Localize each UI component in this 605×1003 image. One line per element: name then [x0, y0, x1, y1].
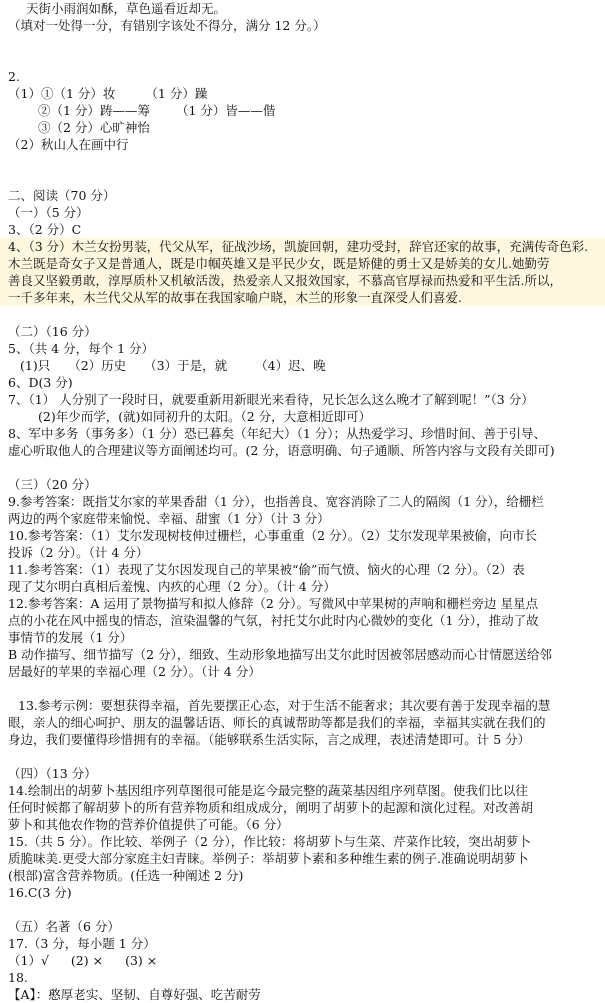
q17-answer: 17.（3 分，每小题 1 分） — [8, 936, 156, 951]
part-4-title: （四）（13 分） — [8, 766, 97, 781]
poem-line: 天街小雨润如酥，草色遥看近却无。 — [26, 1, 227, 16]
q15-answer-1: 15.（共 5 分）。作比较、举例子（2 分），作比较：将胡萝卜与生菜、芹菜作比较，突出胡萝卜 — [8, 834, 531, 849]
q5-answer: 5、（共 4 分，每个 1 分） — [8, 341, 155, 356]
q10-answer-1: 10.参考答案：（1）艾尔发现树枝伸过栅栏，心事重重（2 分）。（2）艾尔发现苹果被偷，向市长 — [8, 528, 537, 543]
part-2-title: （二）（16 分） — [8, 324, 97, 339]
q12-answer-5: 居最好的苹果的幸福心理（2 分）。（计 4 分） — [8, 664, 261, 679]
q8-answer-2: 虚心听取他人的合理建议等方面阐述均可。(2 分，语意明确、句子通顺、所答内容与文段有关即可) — [8, 443, 555, 458]
q14-answer-2: 任何时候都了解胡萝卜的所有营养物质和组成成分，阐明了胡萝卜的起源和演化过程。对改善胡 — [8, 800, 534, 815]
q6-answer: 6、D(3 分) — [8, 375, 73, 390]
q12-answer-1: 12.参考答案：A 运用了景物描写和拟人修辞（2 分）。写微风中苹果树的声响和栅栏旁边 星星点 — [8, 596, 539, 611]
q15-answer-2: 质脆味美.更受大部分家庭主妇青睐。举例子：举胡萝卜素和多种维生素的例子.准确说明胡萝卜 — [8, 851, 529, 866]
section-2-title: 二、阅读（70 分） — [8, 188, 116, 203]
q7-answer-1: 7、（1） 人分别了一段时日，就要重新用新眼光来看待，兄长怎么这么晚才了解到呢！”（3 分） — [8, 392, 534, 407]
q14-answer-1: 14.绘制出的胡萝卜基因组序列草图很可能是迄今最完整的蔬菜基因组序列草图。使我们比以往 — [8, 783, 528, 798]
q16-answer: 16.C(3 分) — [8, 885, 72, 900]
q8-answer-1: 8、军中多务（事务多）（1 分）恐已暮矣（年纪大）（1 分）；从热爱学习、珍惜时间、善于引导、 — [8, 426, 547, 441]
part-5-title: （五）名著（6 分） — [8, 919, 120, 934]
q5-options: (1)只 （2）历史 （3）于是，就 （4）迟、晚 — [20, 358, 326, 373]
q4-answer-highlight: 4、（3 分）木兰女扮男装，代父从军，征战沙场，凯旋回朝，建功受封，辞官还家的故事，充满传奇色彩. 木兰既是奇女子又是普通人，既是巾帼英雄又是平民少女，既是矫健的勇士又是娇美的女儿.她勤劳 善良又坚毅勇敢，淳厚质朴又机敏活泼，热爱亲人又报效国家，不慕高官厚禄而热爱和平生活.所以， 一千多年来，木兰代父从军的故事在我国家喻户晓，木兰的形象一直深受人们喜爱. — [0, 238, 605, 306]
q2-row-1: （1）①（1 分）妆 （1 分）躁 — [8, 86, 208, 101]
q13-answer-2: 眼，亲人的细心呵护、朋友的温馨话语、师长的真诚帮助等都是我们的幸福，幸福其实就在我们的 — [8, 715, 546, 730]
q18-number: 18. — [8, 970, 28, 985]
q12-answer-4: B 动作描写、细节描写（2 分），细致、生动形象地描写出艾尔此时因被邻居感动而心甘情愿送给邻 — [8, 647, 552, 662]
q12-answer-3: 事情节的发展（1 分） — [8, 630, 133, 645]
q18-answer-a: 【A】：憨厚老实、坚韧、自尊好强、吃苦耐劳 — [8, 987, 261, 1002]
q14-answer-3: 萝卜和其他农作物的营养价值提供了可能。（6 分） — [8, 817, 289, 832]
q17-options: （1）√ (2) × (3) × — [8, 953, 158, 968]
part-3-title: （三）（20 分） — [8, 477, 97, 492]
q11-answer-1: 11.参考答案：（1）表现了艾尔因发现自己的苹果被“偷”而气愤、恼火的心理（2 分）。（2）表 — [8, 562, 525, 577]
q13-answer-1: 13.参考示例：要想获得幸福，首先要摆正心态，对于生活不能奢求；其次要有善于发现幸福的慧 — [18, 698, 551, 713]
q9-answer-2: 两边的两个家庭带来愉悦、幸福、甜蜜（1 分）（计 3 分） — [8, 511, 330, 526]
part-1-title: （一）（5 分） — [8, 205, 89, 220]
q13-answer-3: 身边，我们要懂得珍惜拥有的幸福。（能够联系生活实际，言之成理，表述清楚即可。计 5 分） — [8, 732, 531, 747]
q7-answer-2: (2)年少而学，(就)如同初升的太阳。（2 分，大意相近即可） — [38, 409, 372, 424]
q15-answer-3: (根部)富含营养物质。(任选一种阐述 2 分) — [8, 868, 244, 883]
q2-row-2: ②（1 分）踌——筹 （1 分）皆——偕 — [38, 103, 276, 118]
question-2-number: 2. — [8, 69, 20, 84]
q2-row-3: ③（2 分）心旷神怡 — [38, 120, 150, 135]
scoring-note: （填对一处得一分，有错别字该处不得分，满分 12 分。） — [8, 18, 326, 33]
q2-row-4: （2）秋山人在画中行 — [8, 137, 129, 152]
q3-answer: 3、（2 分）C — [8, 222, 82, 237]
q9-answer-1: 9.参考答案：既指艾尔家的苹果香甜（1 分），也指善良、宽容消除了二人的隔阂（1 分），给栅栏 — [8, 494, 544, 509]
q10-answer-2: 投诉（2 分）。（计 4 分） — [8, 545, 149, 560]
q11-answer-2: 现了艾尔明白真相后羞愧、内疚的心理（2 分）。（计 4 分） — [8, 579, 336, 594]
q12-answer-2: 点的小花在风中摇曳的情态，渲染温馨的气氛，衬托艾尔此时内心微妙的变化（1 分），推动了故 — [8, 613, 539, 628]
